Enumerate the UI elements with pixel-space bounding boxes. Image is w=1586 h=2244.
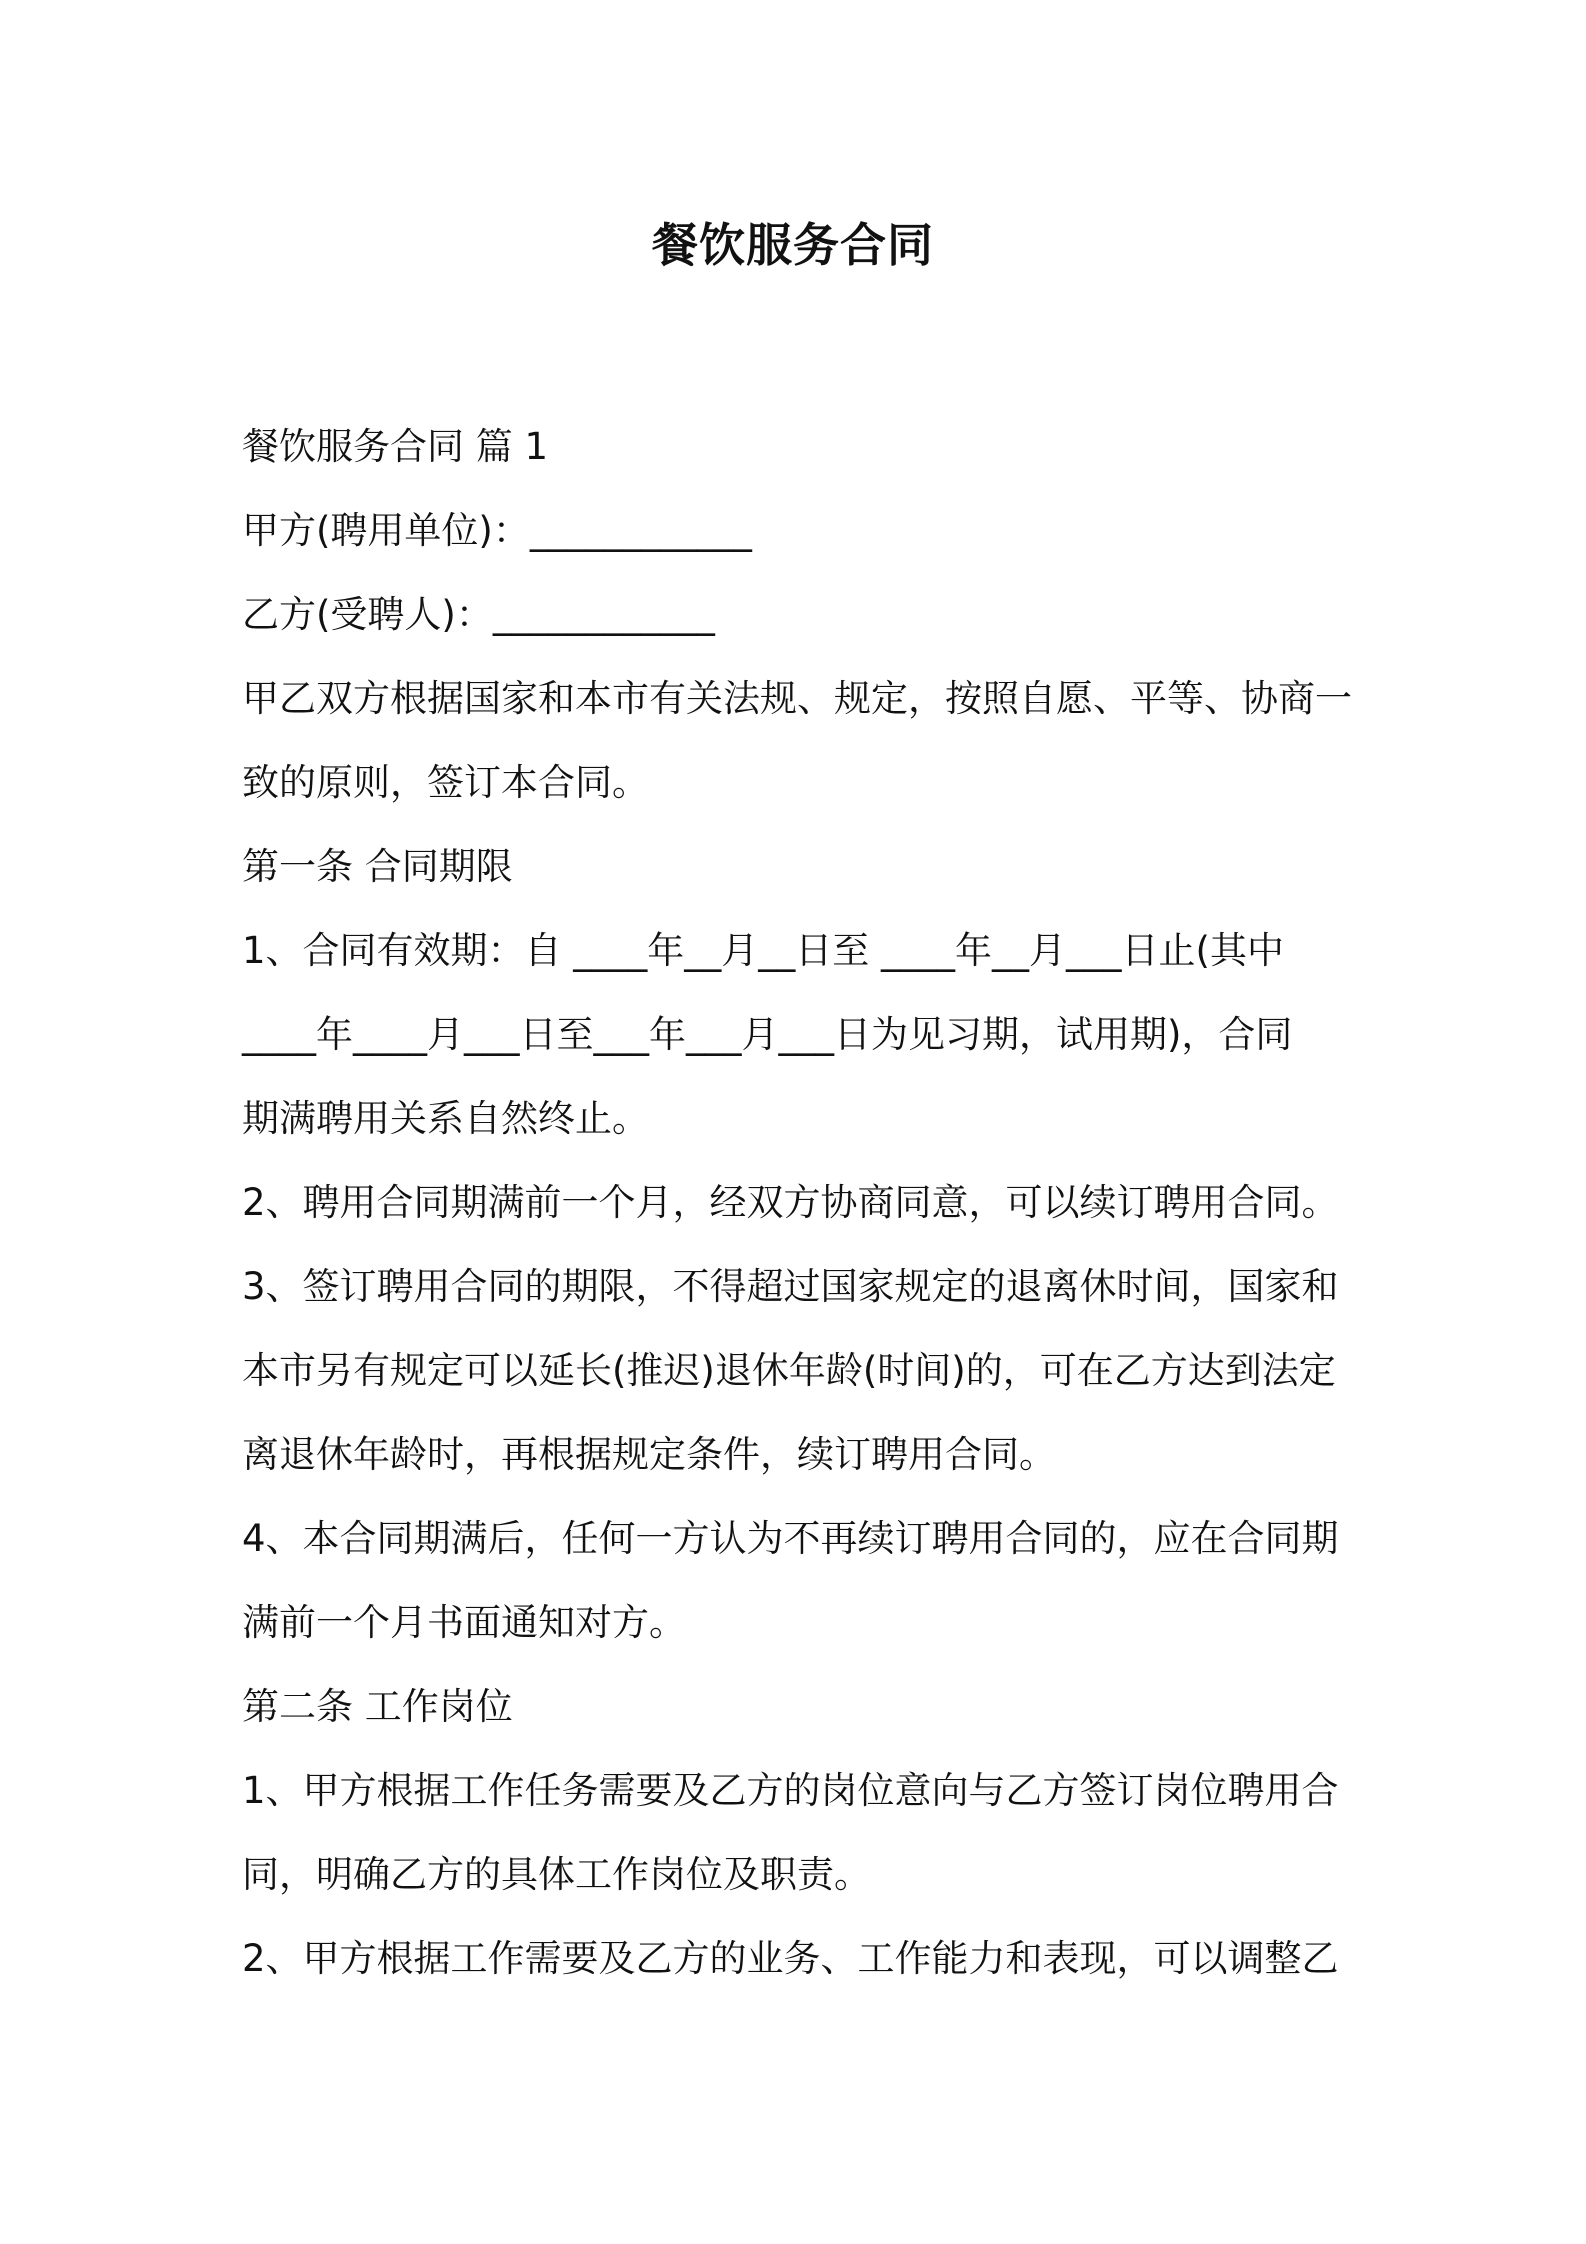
body-text-line: 2、甲方根据工作需要及乙方的业务、工作能力和表现，可以调整乙 [242, 1937, 1339, 1980]
body-text-line: 致的原则，签订本合同。 [242, 761, 649, 804]
party-b-line: 乙方(受聘人)：____________ [242, 593, 715, 636]
document-title: 餐饮服务合同 [652, 218, 934, 272]
body-text-line: 满前一个月书面通知对方。 [242, 1601, 686, 1644]
article-heading: 第二条 工作岗位 [242, 1685, 513, 1728]
party-a-line: 甲方(聘用单位)：____________ [242, 509, 752, 552]
body-text-line: 4、本合同期满后，任何一方认为不再续订聘用合同的，应在合同期 [242, 1517, 1339, 1560]
document-body [242, 405, 1354, 2001]
body-text-line: 1、合同有效期：自 ____年__月__日至 ____年__月___日止(其中 [242, 929, 1284, 972]
article-heading: 第一条 合同期限 [242, 845, 513, 888]
body-text-line: 离退休年龄时，再根据规定条件，续订聘用合同。 [242, 1433, 1056, 1476]
section-heading: 餐饮服务合同 篇 1 [242, 425, 549, 468]
body-text-line: ____年____月___日至___年___月___日为见习期，试用期)，合同 [242, 1013, 1293, 1056]
body-text-line: 甲乙双方根据国家和本市有关法规、规定，按照自愿、平等、协商一 [242, 677, 1352, 720]
body-text-line: 本市另有规定可以延长(推迟)退休年龄(时间)的，可在乙方达到法定 [242, 1349, 1336, 1392]
body-text-line: 2、聘用合同期满前一个月，经双方协商同意，可以续订聘用合同。 [242, 1181, 1339, 1224]
body-text-line: 期满聘用关系自然终止。 [242, 1097, 649, 1140]
body-text-line: 3、签订聘用合同的期限，不得超过国家规定的退离休时间，国家和 [242, 1265, 1339, 1308]
body-text-line: 同，明确乙方的具体工作岗位及职责。 [242, 1853, 871, 1896]
body-text-line: 1、甲方根据工作任务需要及乙方的岗位意向与乙方签订岗位聘用合 [242, 1769, 1339, 1812]
